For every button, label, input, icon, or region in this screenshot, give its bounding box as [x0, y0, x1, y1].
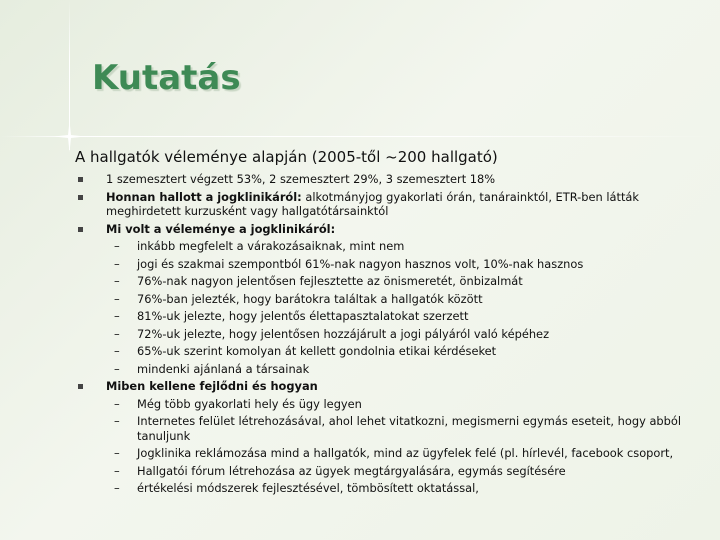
sub-list-item	[78, 362, 708, 377]
sub-list-item	[78, 257, 708, 272]
improvement-text: Jogklinika reklámozása mind a hallgatók, mind az ügyfelek felé (pl. hírlevél, facebook csoport,	[137, 446, 674, 460]
dash-icon: –	[114, 291, 120, 306]
dash-icon: –	[114, 414, 120, 428]
semester-stats: 1 szemesztert végzett 53%, 2 szemesztert 29%, 3 szemesztert 18%	[106, 172, 496, 186]
sub-list-item	[78, 239, 708, 254]
opinion-text: 76%-nak nagyon jelentősen fejlesztette az önismeretét, önbizalmát	[137, 274, 523, 288]
opinion-text: 65%-uk szerint komolyan át kellett gondolnia etikai kérdéseket	[137, 344, 497, 358]
bullet-square-icon	[78, 177, 83, 182]
dash-icon: –	[114, 256, 120, 271]
bullet-list	[78, 172, 708, 499]
bullet-square-icon	[78, 384, 83, 389]
dash-icon: –	[114, 396, 120, 411]
item-label: Miben kellene fejlődni és hogyan	[106, 379, 318, 393]
dash-icon: –	[114, 344, 120, 358]
item-text: alkotmányjog gyakorlati órán, tanárainktól, ETR-ben látták meghirdetett kurzusként vagy hallgatótársainktól	[106, 189, 640, 218]
sub-list-item	[78, 292, 708, 307]
dash-icon: –	[114, 326, 120, 341]
improvement-text: értékelési módszerek fejlesztésével, tömbösített oktatással,	[137, 481, 479, 495]
bullet-square-icon	[78, 195, 83, 200]
list-item	[78, 379, 708, 394]
improvement-text: Internetes felület létrehozásával, ahol lehet vitatkozni, megismerni egymás eseteit, hogy abból tanuljunk	[137, 414, 682, 443]
dash-icon: –	[114, 361, 120, 376]
dash-icon: –	[114, 446, 120, 460]
sub-list-item	[78, 309, 708, 324]
dash-icon: –	[114, 463, 120, 478]
sub-list-item	[78, 344, 708, 359]
item-label: Mi volt a véleménye a jogklinikáról:	[106, 221, 336, 236]
slide-subtitle: A hallgatók véleménye alapján (2005-től ~200 hallgató)	[75, 148, 498, 166]
sub-list-item	[78, 464, 708, 479]
list-item	[78, 172, 708, 187]
item-label: Honnan hallott a jogklinikáról:	[106, 189, 302, 204]
improvement-text: Még több gyakorlati hely és ügy legyen	[137, 396, 362, 411]
sub-list-item	[78, 274, 708, 289]
improvement-text: Hallgatói fórum létrehozása az ügyek megtárgyalására, egymás segítésére	[137, 463, 566, 478]
opinion-text: inkább megfelelt a várakozásaiknak, mint nem	[137, 239, 405, 253]
bullet-square-icon	[78, 227, 83, 232]
slide-title: Kutatás	[92, 58, 241, 98]
sub-list-item	[78, 481, 708, 496]
decorative-horizontal-line	[0, 136, 720, 137]
opinion-text: 72%-uk jelezte, hogy jelentősen hozzájárult a jogi pályáról való képéhez	[137, 326, 550, 341]
opinion-text: jogi és szakmai szempontból 61%-nak nagyon hasznos volt, 10%-nak hasznos	[137, 256, 584, 271]
list-item	[78, 222, 708, 237]
sub-list-item	[78, 446, 708, 461]
opinion-text: 76%-ban jelezték, hogy barátokra találtak a hallgatók között	[137, 291, 483, 306]
sub-list-item	[78, 397, 708, 412]
dash-icon: –	[114, 274, 120, 288]
opinion-text: 81%-uk jelezte, hogy jelentős élettapasztalatokat szerzett	[137, 309, 469, 323]
dash-icon: –	[114, 481, 120, 495]
dash-icon: –	[114, 309, 120, 323]
sub-list-item	[78, 327, 708, 342]
opinion-text: mindenki ajánlaná a társainak	[137, 361, 310, 376]
list-item	[78, 190, 708, 219]
dash-icon: –	[114, 239, 120, 253]
sub-list-item	[78, 414, 708, 443]
